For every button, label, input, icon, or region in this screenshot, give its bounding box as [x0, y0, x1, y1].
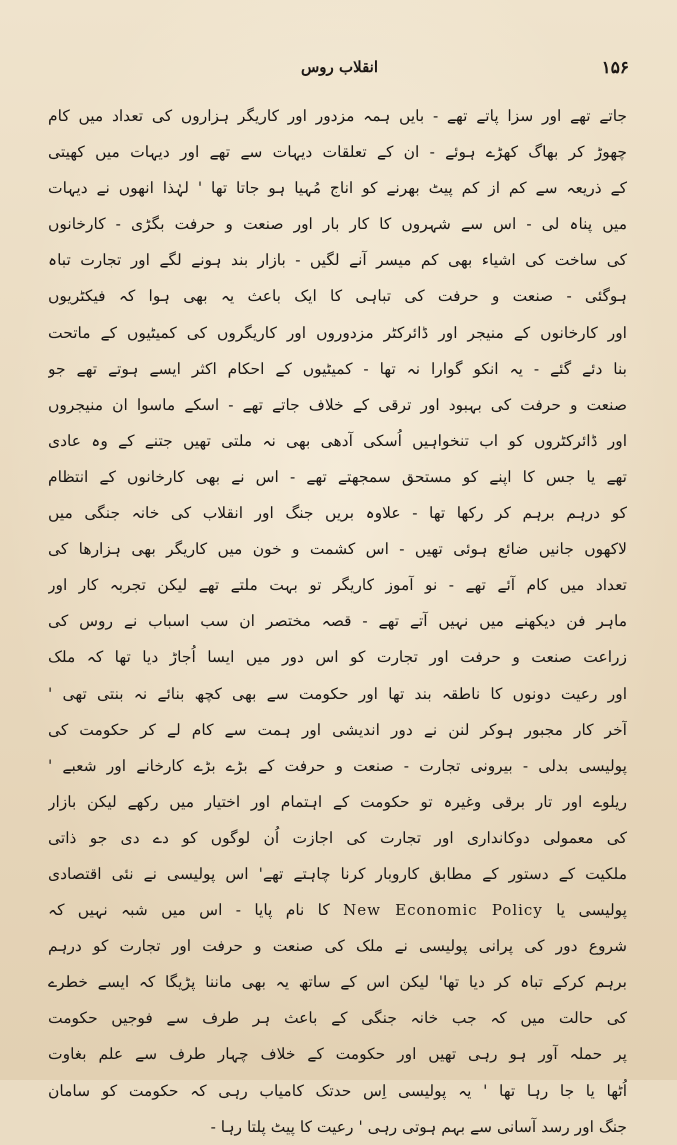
- text-segment: کا نام پایا - اس میں شبہ نہیں کہ: [48, 901, 330, 920]
- text-line: اور ڈائرکٹروں کو اب تنخواہیں اُسکی آدھی بھی نہ ملتی تھیں جتنے کے وہ عادی: [48, 431, 627, 450]
- text-line: اُٹھا یا جا رہا تھا ' یہ پولیسی اِس حدتک کامیاب رہی کہ حکومت کو سامان: [48, 1081, 627, 1100]
- text-line: اور کارخانوں کے منیجر اور ڈائرکٹر مزدوروں اور کاریگروں کی کمیٹیوں کے ماتحت: [48, 323, 627, 342]
- text-line: کی حالت میں کہ جب خانہ جنگی کے باعث ہر طرف سے فوجیں حکومت: [48, 1009, 627, 1028]
- text-line: ریلوے اور تار برقی وغیرہ تو حکومت کے اہتمام اور اختیار میں رکھے لیکن بازار: [48, 792, 627, 811]
- text-line: شروع دور کی پرانی پولیسی نے ملک کی صنعت و حرفت اور تجارت کو درہم: [48, 937, 627, 956]
- text-line-mixed: [48, 892, 627, 928]
- text-line: تھے یا جس کا اپنے کو مستحق سمجھتے تھے - اس نے بھی کارخانوں کے انتظام: [48, 467, 627, 486]
- text-line: ہوگئی - صنعت و حرفت کی تباہی کا ایک باعث یہ بھی ہوا کہ فیکٹریوں: [48, 287, 627, 306]
- text-line: پولیسی بدلی - بیرونی تجارت - صنعت و حرفت کے بڑے بڑے کارخانے اور شعبے ': [48, 756, 627, 775]
- text-segment: پولیسی یا: [556, 901, 627, 920]
- text-line: پر حملہ آور ہو رہی تھیں اور حکومت کے خلاف چہار طرف سے علم بغاوت: [48, 1045, 627, 1064]
- text-line: میں پناہ لی - اس سے شہروں کا کار بار اور صنعت و حرفت بگڑی - کارخانوں: [48, 215, 627, 234]
- page-header: [50, 58, 629, 84]
- text-line: کو درہم برہم کر رکھا تھا - علاوہ بریں جنگ اور انقلاب کی خانہ جنگی میں: [48, 504, 627, 523]
- text-line: برہم کرکے تباہ کر دیا تھا' لیکن اس کے ساتھ یہ بھی ماننا پڑیگا کہ ایسے خطرے: [48, 973, 627, 992]
- running-title: انقلاب روس: [300, 58, 379, 76]
- text-line: کے ذریعہ سے کم از کم پیٹ بھرنے کو اناج مُہیا ہو جاتا تھا ' لہٰذا انھوں نے دیہات: [48, 179, 627, 198]
- page-number: ۱۵۶: [601, 58, 629, 78]
- text-line: لاکھوں جانیں ضائع ہوئی تھیں - اس کشمت و خون میں کاریگر بھی ہزارھا کی: [48, 540, 627, 559]
- text-line: آخر کار مجبور ہوکر لنن نے دور اندیشی اور ہمت سے کام لے کر حکومت کی: [48, 720, 627, 739]
- text-line: صنعت و حرفت کی بہبود اور ترقی کے خلاف جاتے تھے - اسکے ماسوا ان منیجروں: [48, 395, 627, 414]
- text-line: تعداد میں کام آئے تھے - نو آموز کاریگر تو بہت ملتے تھے لیکن تجربہ کار اور: [48, 576, 627, 595]
- text-line: زراعت صنعت و حرفت اور تجارت کو اس دور میں ایسا اُجاڑ دیا تھا کہ ملک: [48, 648, 627, 667]
- body-text: [48, 98, 627, 1136]
- english-term: New Economic Policy: [343, 901, 543, 920]
- text-line: جاتے تھے اور سزا پاتے تھے - بایں ہمہ مزدور اور کاریگر ہزاروں کی تعداد میں کام: [48, 107, 627, 125]
- text-line: چھوڑ کر بھاگ کھڑے ہوئے - ان کے تعلقات دیہات سے تھے اور دیہات میں کھیتی: [48, 143, 627, 162]
- text-line: کی ساخت کی اشیاء بھی کم میسر آنے لگیں - بازار بند ہونے لگے اور تجارت تباہ: [48, 251, 627, 270]
- text-line: ماہر فن دیکھنے میں نہیں آتے تھے - قصہ مختصر ان سب اسباب نے روس کی: [48, 612, 627, 631]
- text-line: جنگ اور رسد آسانی سے بہم ہوتی رہی ' رعیت کا پیٹ پلتا رہا -: [210, 1117, 627, 1136]
- text-line: اور رعیت دونوں کا ناطقہ بند تھا اور حکومت سے بھی کچھ بنائے نہ بنتی تھی ': [48, 684, 627, 703]
- text-line: ملکیت کے دستور کے مطابق کاروبار کرنا چاہتے تھے' اس پولیسی نے نئی اقتصادی: [48, 864, 627, 883]
- text-line: کی معمولی دوکانداری اور تجارت کی اجازت اُن لوگوں کو دے دی جو ذاتی: [48, 828, 627, 847]
- text-line: بنا دئے گئے - یہ انکو گوارا نہ تھا - کمیٹیوں کے احکام اکثر ایسے ہوتے تھے جو: [48, 359, 627, 378]
